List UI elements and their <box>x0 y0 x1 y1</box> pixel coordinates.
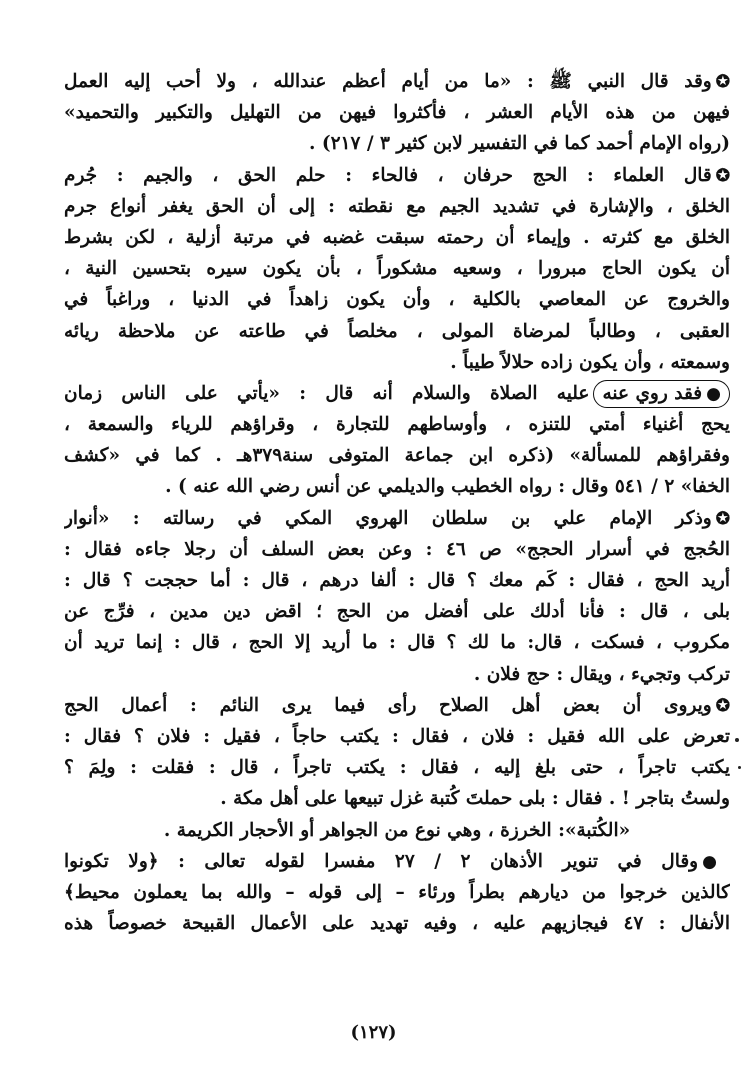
text-line: (رواه الإمام أحمد كما في التفسير لابن كثير ٣ / ٢١٧) . <box>308 133 730 155</box>
book-page-text <box>64 66 730 1026</box>
text-line: الخلق ، والإشارة في تشديد الجيم مع نقطته : إلى أن الحق يغفر أنواع جرم <box>64 195 730 217</box>
paragraph-3 <box>64 378 730 503</box>
text-line: كالذين خرجوا من ديارهم بطراً ورئاء – إلى قوله – والله بما يعملون محيط﴾ <box>64 881 730 903</box>
text-line: العقبى ، وطالباً لمرضاة المولى ، مخلصاً في طاعته عن ملاحظة ريائه <box>64 320 730 342</box>
text-line: بلى ، قال : فأنا أدلك على أفضل من الحج ؛ اقض دين مدين ، فرِّج عن <box>64 601 730 623</box>
paragraph-1 <box>64 66 730 160</box>
page-number: (١٢٧) <box>350 1022 397 1043</box>
star-bullet-icon: ✪ <box>715 695 730 716</box>
text-line: ولستُ بتاجر ! . فقال : بلى حملتَ كُتبة غزل تبيعها على أهل مكة . <box>220 788 730 810</box>
text-line: ويروى أن بعض أهل الصلاح رأى فيما يرى النائم : أعمال الحج <box>64 694 712 716</box>
star-bullet-icon: ✪ <box>715 72 730 92</box>
text-line: وذكر الإمام علي بن سلطان الهروي المكي في رسالته : «أنوار <box>64 507 712 529</box>
scan-speck <box>735 738 739 742</box>
text-line: يحج أغنياء أمتي للتنزه ، وأوساطهم للتجارة ، وقراؤهم للرياء والسمعة ، <box>64 414 730 436</box>
text-line: يكتب تاجراً ، حتى بلغ إليه ، فقال : يكتب تاجراً ، قال : فقلت : ولِمَ ؟ <box>64 757 730 779</box>
paragraph-2 <box>64 160 730 378</box>
text-line: عليه الصلاة والسلام أنه قال : «يأتي على الناس زمان <box>64 382 590 404</box>
paragraph-4 <box>64 503 730 690</box>
star-bullet-icon: ✪ <box>715 508 730 529</box>
text-line: وسمعته ، وأن يكون زاده حلالاً طيباً . <box>450 351 730 373</box>
text-line: وقال في تنوير الأذهان ٢ / ٢٧ مفسرا لقوله تعالى : ﴿ولا تكونوا <box>64 850 699 872</box>
dot-bullet-icon: ● <box>706 383 721 404</box>
text-line: «الكُتبة»: الخرزة ، وهي نوع من الجواهر أو الأحجار الكريمة . <box>163 819 631 841</box>
text-line: أريد الحج ، فقال : كَم معك ؟ قال : ألفا درهم ، قال : أما حججت ؟ قال : <box>64 570 730 591</box>
text-line: تعرض على الله فقيل : فلان ، فقال : يكتب حاجاً ، فقيل : فلان ؟ فقال : <box>64 725 730 747</box>
star-bullet-icon: ✪ <box>715 165 730 186</box>
text-line: الحُجج في أسرار الحجج» ص ٤٦ : وعن بعض السلف أن رجلا جاءه فقال : <box>64 538 730 560</box>
paragraph-6 <box>64 815 730 846</box>
text-line: أن يكون الحاج مبرورا ، وسعيه مشكوراً ، بأن يكون سيره بتحسين النية ، <box>64 258 730 280</box>
text-line: الأنفال : ٤٧ فيجازيهم عليه ، وفيه تهديد على الأعمال القبيحة خصوصاً هذه <box>64 913 730 935</box>
scan-speck <box>738 766 741 769</box>
text-line: الخلق مع كثرته . وإيماء أن رحمته سبقت غضبه في مرتبة أزلية ، لكن بشرط <box>64 226 730 248</box>
circled-phrase: ●فقد روي عنه <box>593 380 730 408</box>
text-line: فيهن من هذه الأيام العشر ، فأكثروا فيهن من التهليل والتكبير والتحميد» <box>64 102 730 124</box>
text-line: الخفا» ٢ / ٥٤١ وقال : رواه الخطيب والديلمي عن أنس رضي الله عنه ) . <box>165 476 730 498</box>
paragraph-5 <box>64 690 730 815</box>
text-line: وفقراؤهم للمسألة» (ذكره ابن جماعة المتوفى سنة٣٧٩هـ . كما في «كشف <box>64 445 730 467</box>
paragraph-7 <box>64 846 730 940</box>
text-line: تركب وتجيء ، ويقال : حج فلان . <box>473 663 730 685</box>
text-line: مكروب ، فسكت ، قال: ما لك ؟ قال : ما أريد إلا الحج ، قال : إنما تريد أن <box>64 632 730 654</box>
text-line: والخروج عن المعاصي بالكلية ، وأن يكون زاهداً في الدنيا ، وراغباً في <box>64 289 730 311</box>
dot-bullet-icon: ● <box>702 851 730 872</box>
text-line: وقد قال النبي ﷺ : «ما من أيام أعظم عندالله ، ولا أحب إليه العمل <box>64 71 712 92</box>
text-line: قال العلماء : الحج حرفان ، فالحاء : حلم الحق ، والجيم : جُرم <box>64 164 712 186</box>
